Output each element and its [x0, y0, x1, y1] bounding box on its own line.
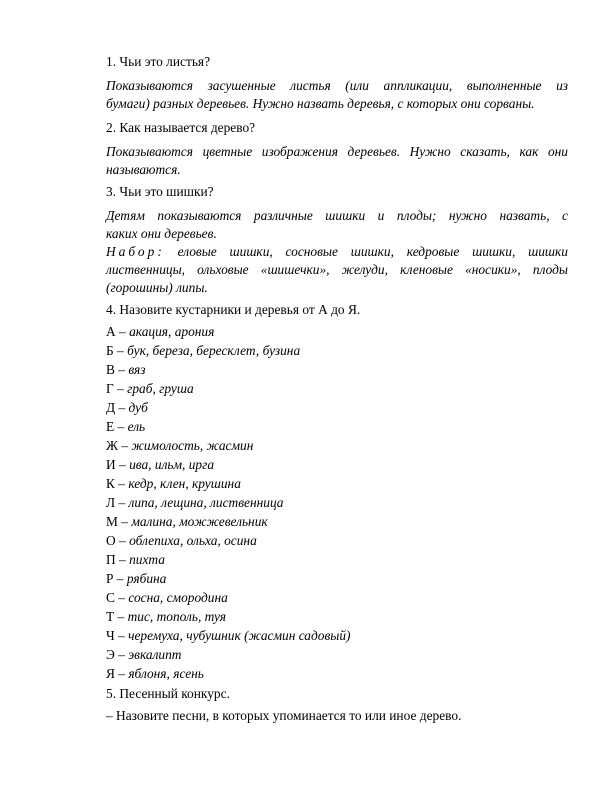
q3-set-line-3: (горошины) липы. — [106, 280, 208, 295]
q2-title: 2. Как называется дерево? — [106, 120, 256, 135]
q5-title: 5. Песенный конкурс. — [106, 686, 230, 701]
list-item: О – облепиха, ольха, осина — [106, 533, 257, 548]
list-item: Л – липа, лещина, лиственница — [106, 495, 284, 510]
list-item: Ч – черемуха, чубушник (жасмин садовый) — [106, 628, 351, 643]
q5-line-1: – Назовите песни, в которых упоминается то или иное дерево. — [106, 708, 462, 723]
q3-description-line-2: каких они деревьев. — [106, 226, 217, 241]
list-item: П – пихта — [106, 552, 165, 567]
list-item: Д – дуб — [106, 400, 148, 415]
q4-title: 4. Назовите кустарники и деревья от А до Я. — [106, 302, 361, 317]
q2-description-line-2: называются. — [106, 162, 181, 177]
q1-description-line-2: бумаги) разных деревьев. Нужно назвать деревья, с которых они сорваны. — [106, 96, 535, 111]
q3-description-line-1: Детям показываются различные шишки и плоды; нужно назвать, с — [106, 208, 568, 223]
list-item: А – акация, арония — [106, 324, 215, 339]
list-item: Г – граб, груша — [106, 381, 194, 396]
q2-description-line-1: Показываются цветные изображения деревьев. Нужно сказать, как они — [106, 144, 568, 159]
list-item: К – кедр, клен, крушина — [106, 476, 241, 491]
list-item: С – сосна, смородина — [106, 590, 228, 605]
list-item: В – вяз — [106, 362, 146, 377]
q3-title: 3. Чьи это шишки? — [106, 184, 214, 199]
list-item: Т – тис, тополь, туя — [106, 609, 226, 624]
q3-set-line-2: лиственницы, ольховые «шишечки», желуди, кленовые «носики», плоды — [106, 262, 568, 277]
list-item: Э – эвкалипт — [106, 647, 182, 662]
q3-set-line-1-text: еловые шишки, сосновые шишки, кедровые шишки, шишки — [164, 244, 568, 259]
list-item: И – ива, ильм, ирга — [106, 457, 215, 472]
list-item: М – малина, можжевельник — [106, 514, 268, 529]
q1-description-line-1: Показываются засушенные листья (или аппликации, выполненные из — [106, 78, 568, 93]
list-item: Я – яблоня, ясень — [106, 666, 204, 681]
list-item: Ж – жимолость, жасмин — [106, 438, 254, 453]
q3-set-line-1 — [106, 244, 568, 260]
list-item: Б – бук, береза, бересклет, бузина — [106, 343, 301, 358]
q1-title: 1. Чьи это листья? — [106, 54, 211, 69]
q3-set-label: Набор: — [106, 244, 165, 259]
list-item: Р – рябина — [106, 571, 167, 586]
list-item: Е – ель — [106, 419, 146, 434]
